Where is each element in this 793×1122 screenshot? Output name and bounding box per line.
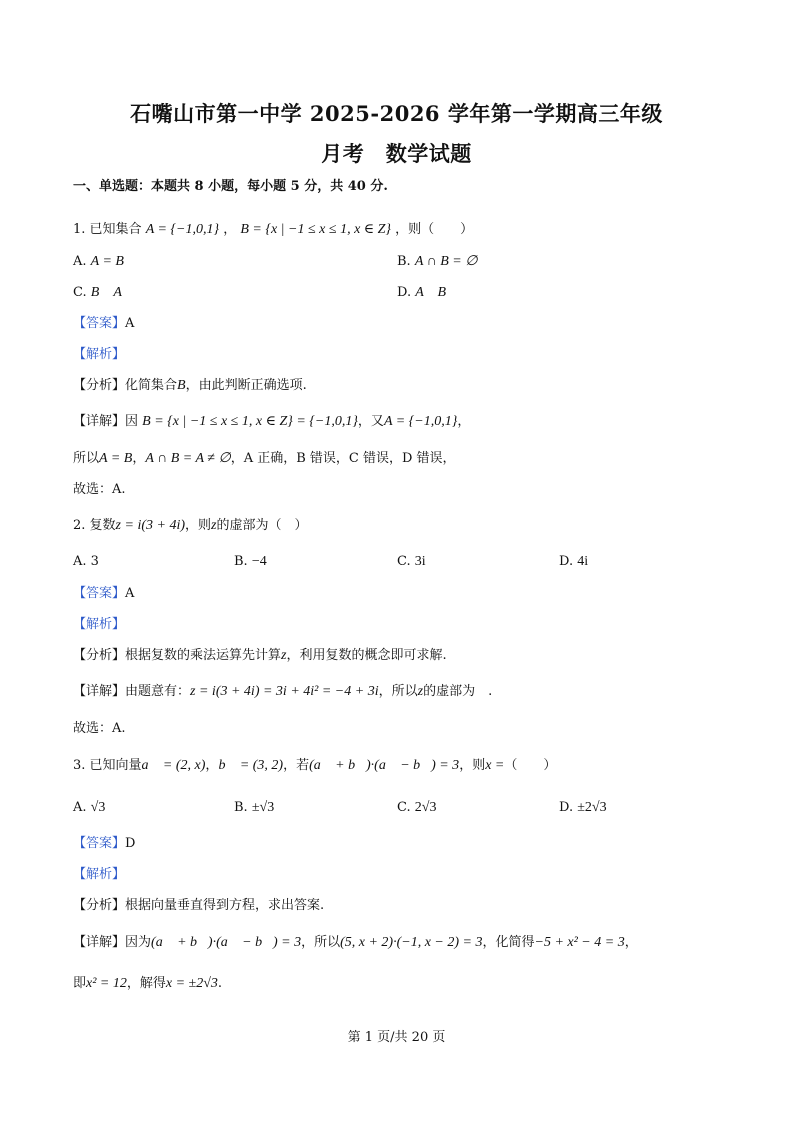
q2-answer (73, 585, 134, 603)
option-label: C. (397, 554, 411, 569)
document-title-line1: 石嘴山市第一中学 2025-2026 学年第一学期高三年级 (130, 101, 663, 126)
q1-answer (73, 315, 134, 333)
separator: ， (223, 222, 237, 237)
question-1-tail: ，则（ ） (395, 222, 474, 237)
detail-text: . (217, 976, 223, 991)
answer-label: 【答案】 (73, 836, 126, 851)
option-label: D. (397, 285, 412, 300)
q1-analysis-label: 【解析】 (73, 347, 126, 362)
answer-value: D (125, 836, 136, 851)
question-3-text: ，则 (459, 758, 486, 773)
option-text: −4 (251, 554, 267, 569)
detail-math: A = {−1,0,1} (383, 414, 458, 429)
question-2-text: ，则 (185, 518, 212, 533)
q2-analysis-label: 【解析】 (73, 617, 126, 632)
fenxi-label: 【分析】 (73, 648, 126, 663)
option-text: ±√3 (251, 800, 275, 815)
detail-text: 因为 (125, 935, 152, 950)
q1-choose: 故选：A. (73, 482, 126, 497)
option-text: √3 (90, 800, 106, 815)
answer-label: 【答案】 (73, 316, 126, 331)
condition-expression: (a⃗ + b⃗)·(a⃗ − b⃗) = 3 (309, 758, 460, 773)
fenxi-text: 化简集合 (125, 378, 178, 393)
question-2 (73, 517, 307, 535)
question-2-tail: 的虚部为（ ） (216, 518, 308, 533)
fenxi-text: 根据复数的乘法运算先计算 (125, 648, 282, 663)
q3-analysis-label: 【解析】 (73, 867, 126, 882)
q2-option-d (559, 553, 588, 571)
detail-math: (a⃗ + b⃗)·(a⃗ − b⃗) = 3 (151, 935, 302, 950)
question-3-text: ，若 (283, 758, 310, 773)
q1-option-b (397, 253, 477, 271)
option-label: D. (559, 554, 574, 569)
detail-math: B = {x | −1 ≤ x ≤ 1, x ∈ Z} = {−1,0,1} (142, 414, 358, 429)
question-1 (73, 221, 473, 239)
detail-text: ， (624, 935, 638, 950)
question-3-number: 3. 已知向量 (73, 758, 142, 773)
q3-fenxi (73, 897, 324, 915)
question-3 (73, 757, 556, 775)
q1-option-d (397, 284, 446, 302)
fenxi-text: ，利用复数的概念即可求解. (286, 648, 447, 663)
detail-text: ， (457, 414, 471, 429)
detail-text: 由题意有： (125, 684, 191, 699)
option-text: A = B (90, 254, 124, 269)
answer-value: A (125, 586, 135, 601)
q2-choose: 故选：A. (73, 721, 126, 736)
q3-detail-line2 (73, 975, 222, 993)
detail-label: 【详解】 (73, 414, 126, 429)
vector-b-expression: b⃗ = (3, 2) (218, 758, 284, 773)
fenxi-text: 根据向量垂直得到方程，求出答案. (125, 898, 325, 913)
detail-math: x = ±2√3 (165, 976, 218, 991)
question-3-tail: （ ） (504, 758, 557, 773)
detail-math: (5, x + 2)·(−1, x − 2) = 3 (340, 935, 483, 950)
detail-text: ， (132, 451, 146, 466)
q3-answer (73, 835, 135, 853)
q2-option-b (234, 553, 267, 571)
detail-text: ，化简得 (482, 935, 535, 950)
q2-option-a: A. 3 (73, 554, 99, 569)
answer-value: A (125, 316, 135, 331)
detail-text: ，又 (357, 414, 384, 429)
q3-option-b (234, 799, 274, 817)
detail-text: 所以 (73, 451, 100, 466)
fenxi-label: 【分析】 (73, 378, 126, 393)
option-text: A B (415, 285, 447, 300)
detail-label: 【详解】 (73, 935, 126, 950)
detail-text: 的虚部为 . (423, 684, 493, 699)
option-label: A. (73, 800, 87, 815)
fenxi-variable: B (177, 378, 186, 393)
question-2-number: 2. 复数 (73, 518, 116, 533)
q1-detail-line1 (73, 413, 470, 431)
q3-detail-line1 (73, 934, 638, 952)
q2-detail (73, 683, 492, 701)
complex-expression: z = i(3 + 4i) (115, 518, 185, 533)
detail-math: A ∩ B = A ≠ ∅ (145, 451, 231, 466)
document-title-line2: 月考 数学试题 (321, 141, 472, 166)
option-text: 2√3 (414, 800, 437, 815)
variable-z: z (211, 518, 217, 533)
fenxi-variable: z (281, 648, 287, 663)
detail-text: ，所以 (301, 935, 341, 950)
fenxi-label: 【分析】 (73, 898, 126, 913)
option-label: B. (234, 800, 248, 815)
option-label: C. (397, 800, 411, 815)
detail-math: x² = 12 (86, 976, 127, 991)
page-footer: 第 1 页/共 20 页 (347, 1030, 446, 1045)
detail-text: ，A 正确，B 错误，C 错误，D 错误， (230, 451, 456, 466)
option-label: B. (234, 554, 248, 569)
q1-option-c (73, 284, 122, 302)
option-label: B. (397, 254, 411, 269)
q1-option-a (73, 253, 124, 271)
q3-option-a (73, 799, 105, 817)
fenxi-text: ，由此判断正确选项. (185, 378, 307, 393)
q3-option-c (397, 799, 436, 817)
detail-math: z = i(3 + 4i) = 3i + 4i² = −4 + 3i (190, 684, 379, 699)
detail-math: −5 + x² − 4 = 3 (534, 935, 625, 950)
set-b-expression: B = {x | −1 ≤ x ≤ 1, x ∈ Z} (240, 222, 392, 237)
detail-text: ，解得 (126, 976, 166, 991)
option-label: C. (73, 285, 87, 300)
section-heading: 一、单选题：本题共 8 小题，每小题 5 分，共 40 分. (73, 179, 388, 194)
option-text: B A (90, 285, 122, 300)
answer-label: 【答案】 (73, 586, 126, 601)
ask-expression: x = (485, 758, 505, 773)
separator: ， (205, 758, 219, 773)
q3-option-d (559, 799, 607, 817)
detail-text: 因 (125, 414, 139, 429)
detail-label: 【详解】 (73, 684, 126, 699)
option-text: 4i (577, 554, 589, 569)
detail-math: A = B (99, 451, 133, 466)
q2-option-c (397, 553, 426, 571)
detail-text: 即 (73, 976, 87, 991)
option-text: ±2√3 (577, 800, 607, 815)
q1-fenxi (73, 377, 307, 395)
q2-fenxi (73, 647, 447, 665)
set-a-expression: A = {−1,0,1} (145, 222, 220, 237)
q1-detail-line2 (73, 450, 456, 468)
option-label: D. (559, 800, 574, 815)
option-text: 3i (414, 554, 426, 569)
vector-a-expression: a⃗ = (2, x) (141, 758, 206, 773)
option-label: A. (73, 254, 87, 269)
detail-variable: z (417, 684, 424, 699)
option-text: A ∩ B = ∅ (414, 254, 478, 269)
question-1-number: 1. 已知集合 (73, 222, 142, 237)
detail-text: ，所以 (378, 684, 418, 699)
